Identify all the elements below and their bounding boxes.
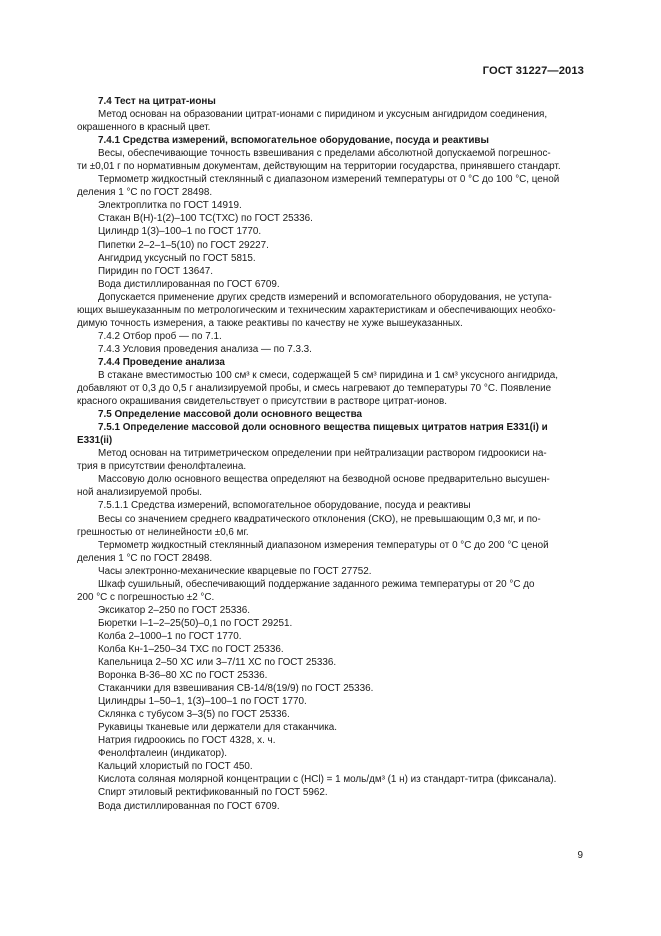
text-line: Вода дистиллированная по ГОСТ 6709.: [98, 800, 280, 812]
text-line: Цилиндр 1(3)–100–1 по ГОСТ 1770.: [98, 226, 262, 238]
text-line: Метод основан на образовании цитрат-ионами с пиридином и уксусным ангидридом соединения,: [98, 109, 548, 121]
text-line: Воронка В-36–80 ХС по ГОСТ 25336.: [98, 670, 268, 682]
text-line: Пиридин по ГОСТ 13647.: [98, 265, 213, 277]
text-line: Склянка с тубусом 3–3(5) по ГОСТ 25336.: [98, 709, 290, 721]
standard-header: ГОСТ 31227—2013: [482, 65, 584, 77]
text-line: Шкаф сушильный, обеспечивающий поддержание заданного режима температуры от 20 °С до: [98, 578, 535, 590]
text-line: 200 °С с погрешностью ±2 °С.: [77, 591, 215, 603]
text-line: Стакан В(Н)-1(2)–100 ТС(ТХС) по ГОСТ 25336.: [98, 213, 313, 225]
section-heading-line: 7.4 Тест на цитрат-ионы: [98, 96, 216, 107]
text-line: Эксикатор 2–250 по ГОСТ 25336.: [98, 604, 250, 616]
text-line: ти ±0,01 г по нормативным документам, действующим на территории государства, принявшего стандарт.: [77, 161, 561, 173]
text-line: ной анализируемой пробы.: [77, 487, 203, 499]
text-line: Электроплитка по ГОСТ 14919.: [98, 200, 242, 212]
section-heading-line: 7.5 Определение массовой доли основного вещества: [98, 409, 363, 421]
text-line: 7.4.2 Отбор проб — по 7.1.: [98, 330, 222, 342]
text-line: Кальций хлористый по ГОСТ 450.: [98, 761, 253, 773]
text-line: Капельница 2–50 ХС или 3–7/11 ХС по ГОСТ 25336.: [98, 657, 337, 669]
text-line: Пипетки 2–2–1–5(10) по ГОСТ 29227.: [98, 239, 269, 251]
text-line: Цилиндры 1–50–1, 1(3)–100–1 по ГОСТ 1770.: [98, 696, 307, 708]
text-line: Кислота соляная молярной концентрации с (НСl) = 1 моль/дм³ (1 н) из стандарт-титра (фиксанала).: [98, 774, 557, 786]
text-line: трия в присутствии фенолфталеина.: [77, 461, 247, 473]
text-line: Ангидрид уксусный по ГОСТ 5815.: [98, 252, 256, 264]
text-line: Метод основан на титриметрическом определении при нейтрализации раствором гидроокиси на-: [98, 448, 547, 460]
text-line: Колба Кн-1–250–34 ТХС по ГОСТ 25336.: [98, 643, 284, 655]
text-line: Термометр жидкостный стеклянный диапазоном измерения температуры от 0 °С до 200 °С ценой: [98, 539, 549, 551]
text-line: 7.4.3 Условия проведения анализа — по 7.3.3.: [98, 343, 312, 355]
text-line: деления 1 °С по ГОСТ 28498.: [77, 552, 213, 564]
text-line: Вода дистиллированная по ГОСТ 6709.: [98, 278, 280, 290]
text-line: Колба 2–1000–1 по ГОСТ 1770.: [98, 630, 242, 642]
text-line: Фенолфталеин (индикатор).: [98, 748, 228, 760]
text-line: Весы, обеспечивающие точность взвешивания с пределами абсолютной допускаемой погрешнос-: [98, 148, 551, 160]
text-line: 7.5.1.1 Средства измерений, вспомогательное оборудование, посуда и реактивы: [98, 500, 471, 512]
text-line: Бюретки I–1–2–25(50)–0,1 по ГОСТ 29251.: [98, 617, 293, 629]
text-line: грешностью от нелинейности ±0,6 мг.: [77, 526, 249, 538]
section-heading-line: 7.4.1 Средства измерений, вспомогательное оборудование, посуда и реактивы: [98, 135, 489, 147]
text-line: Массовую долю основного вещества определяют на безводной основе предварительно высушен-: [98, 474, 550, 486]
text-line: Часы электронно-механические кварцевые по ГОСТ 27752.: [98, 565, 372, 577]
text-line: Натрия гидроокись по ГОСТ 4328, х. ч.: [98, 735, 276, 747]
text-line: димую точность измерения, а также реактивы по качеству не хуже вышеуказанных.: [77, 317, 463, 329]
text-line: добавляют от 0,3 до 0,5 г анализируемой пробы, и смесь нагревают до температуры 70 °С. Появление: [77, 383, 552, 395]
text-line: Рукавицы тканевые или держатели для стаканчика.: [98, 722, 338, 734]
text-line: деления 1 °С по ГОСТ 28498.: [77, 187, 213, 199]
section-heading-line: Е331(ii): [77, 435, 113, 447]
page-number: 9: [577, 850, 583, 861]
text-line: окрашенного в красный цвет.: [77, 122, 211, 134]
text-line: Допускается применение других средств измерений и вспомогательного оборудования, не уступа-: [98, 291, 552, 303]
text-line: Весы со значением среднего квадратического отклонения (СКО), не превышающим 0,3 мг, и по-: [98, 513, 541, 525]
text-line: Термометр жидкостный стеклянный с диапазоном измерений температуры от 0 °С до 100 °С, ценой: [98, 174, 560, 186]
text-line: Спирт этиловый ректификованный по ГОСТ 5962.: [98, 787, 328, 799]
section-heading-line: 7.4.4 Проведение анализа: [98, 356, 225, 368]
document-body: [77, 95, 583, 813]
section-heading-line: 7.5.1 Определение массовой доли основного вещества пищевых цитратов натрия Е331(i) и: [98, 422, 548, 434]
text-line: Стаканчики для взвешивания СВ-14/8(19/9) по ГОСТ 25336.: [98, 683, 374, 695]
text-line: В стакане вместимостью 100 см³ к смеси, содержащей 5 см³ пиридина и 1 см³ уксусного ангидрида,: [98, 369, 559, 381]
text-line: красного окрашивания свидетельствует о присутствии в растворе цитрат-ионов.: [77, 396, 447, 408]
text-line: ющих вышеуказанным по метрологическим и техническим характеристикам и обеспечивающих необхо-: [77, 304, 556, 316]
